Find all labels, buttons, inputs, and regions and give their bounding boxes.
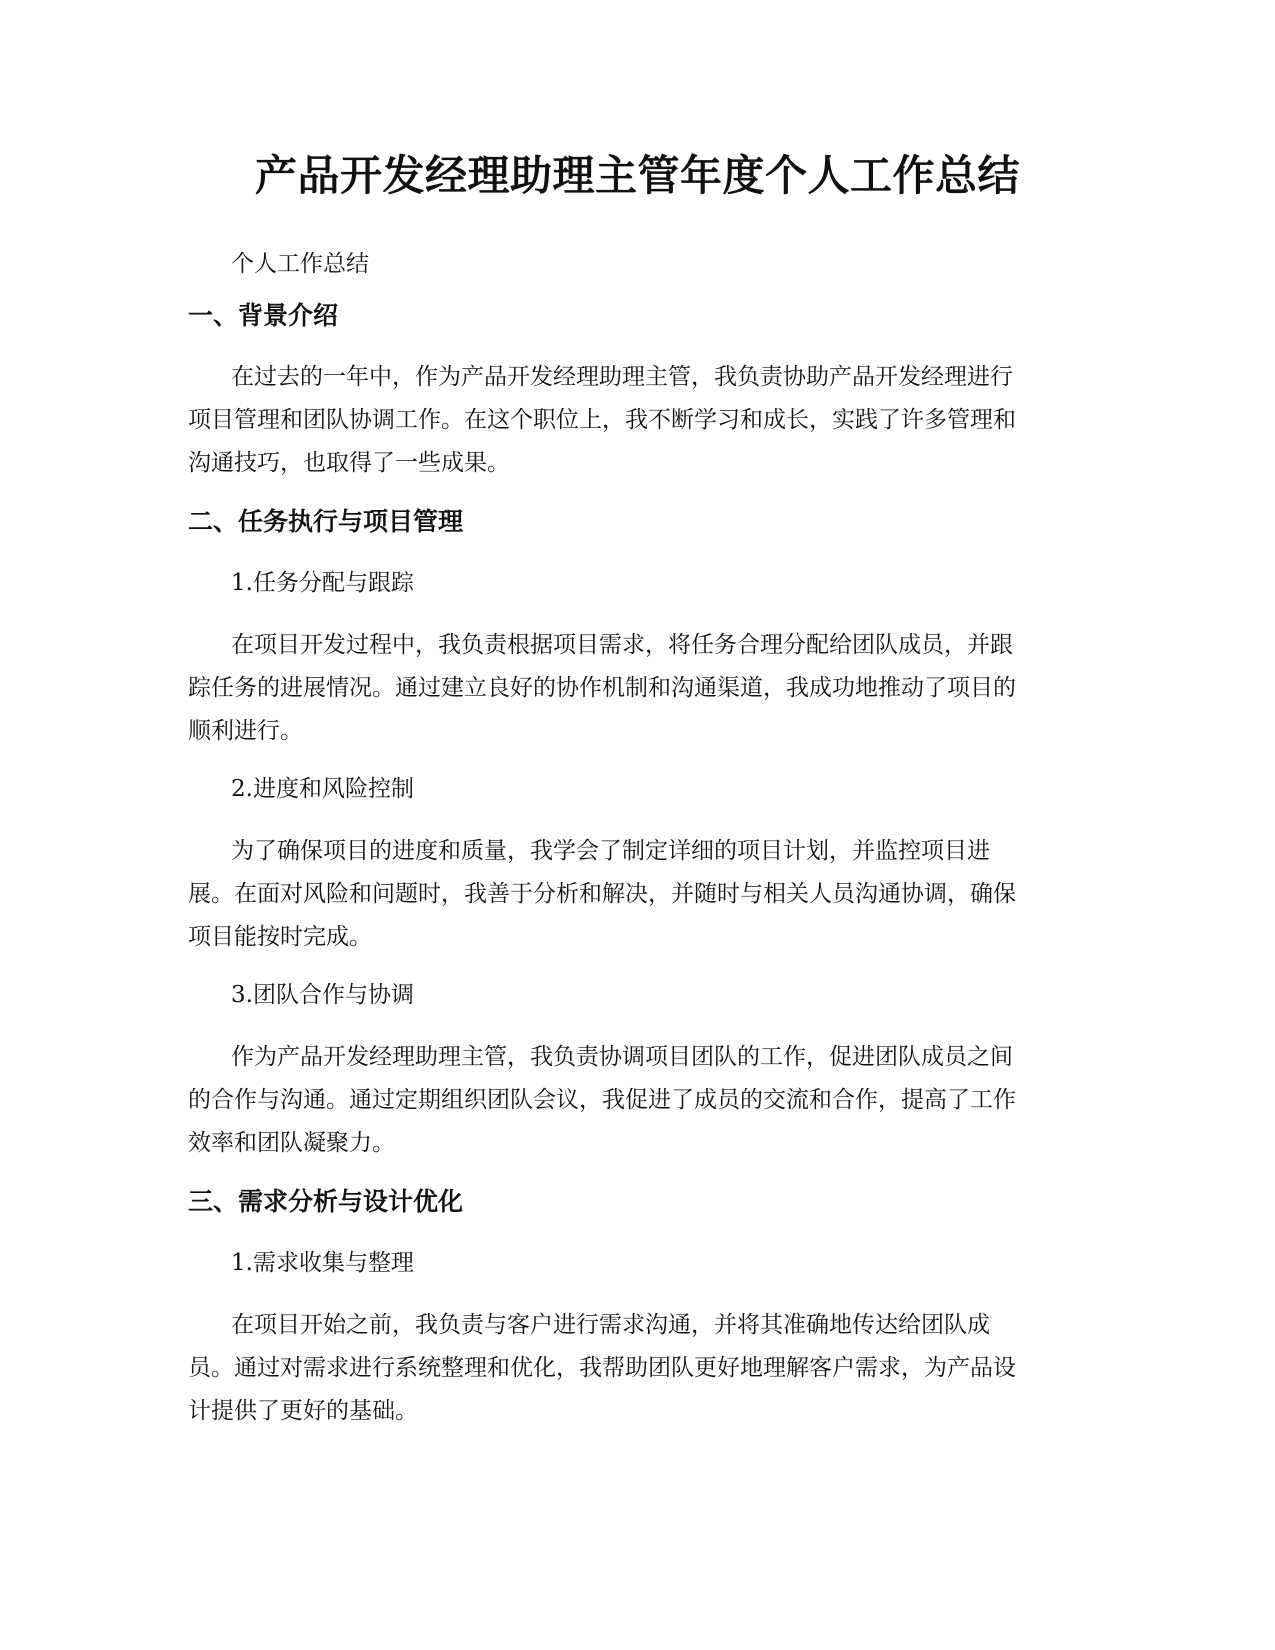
subsection-heading-task-assignment: 1.任务分配与跟踪 (231, 570, 414, 596)
subsection-heading-team-coordination: 3.团队合作与协调 (231, 982, 414, 1008)
paragraph-progress-risk (188, 830, 1088, 959)
paragraph-line: 效率和团队凝聚力。 (188, 1130, 395, 1156)
paragraph-line: 项目能按时完成。 (188, 924, 372, 950)
paragraph-background (188, 356, 1088, 485)
paragraph-task-assignment (188, 624, 1088, 753)
document-subtitle: 个人工作总结 (231, 251, 369, 277)
paragraph-line: 顺利进行。 (188, 718, 303, 744)
section-heading-task-management: 二、任务执行与项目管理 (188, 507, 464, 536)
paragraph-line: 员。通过对需求进行系统整理和优化，我帮助团队更好地理解客户需求，为产品设 (188, 1355, 1016, 1381)
subsection-heading-requirements-collection: 1.需求收集与整理 (231, 1250, 414, 1276)
paragraph-line: 的合作与沟通。通过定期组织团队会议，我促进了成员的交流和合作，提高了工作 (188, 1087, 1016, 1113)
paragraph-line: 计提供了更好的基础。 (188, 1398, 418, 1424)
paragraph-line: 项目管理和团队协调工作。在这个职位上，我不断学习和成长，实践了许多管理和 (188, 407, 1016, 433)
paragraph-line: 踪任务的进展情况。通过建立良好的协作机制和沟通渠道，我成功地推动了项目的 (188, 675, 1016, 701)
paragraph-line: 在项目开发过程中，我负责根据项目需求，将任务合理分配给团队成员，并跟 (231, 632, 1013, 658)
paragraph-line: 为了确保项目的进度和质量，我学会了制定详细的项目计划，并监控项目进 (231, 838, 990, 864)
paragraph-line: 展。在面对风险和问题时，我善于分析和解决，并随时与相关人员沟通协调，确保 (188, 881, 1016, 907)
paragraph-line: 作为产品开发经理助理主管，我负责协调项目团队的工作，促进团队成员之间 (231, 1044, 1013, 1070)
page-title: 产品开发经理助理主管年度个人工作总结 (254, 151, 1020, 200)
paragraph-team-coordination (188, 1036, 1088, 1165)
paragraph-line: 沟通技巧，也取得了一些成果。 (188, 450, 510, 476)
paragraph-line: 在项目开始之前，我负责与客户进行需求沟通，并将其准确地传达给团队成 (231, 1312, 990, 1338)
subsection-heading-progress-risk: 2.进度和风险控制 (231, 776, 414, 802)
paragraph-line: 在过去的一年中，作为产品开发经理助理主管，我负责协助产品开发经理进行 (231, 364, 1013, 390)
section-heading-requirements: 三、需求分析与设计优化 (188, 1187, 464, 1216)
paragraph-requirements-collection (188, 1304, 1088, 1433)
section-heading-background: 一、背景介绍 (188, 301, 339, 330)
